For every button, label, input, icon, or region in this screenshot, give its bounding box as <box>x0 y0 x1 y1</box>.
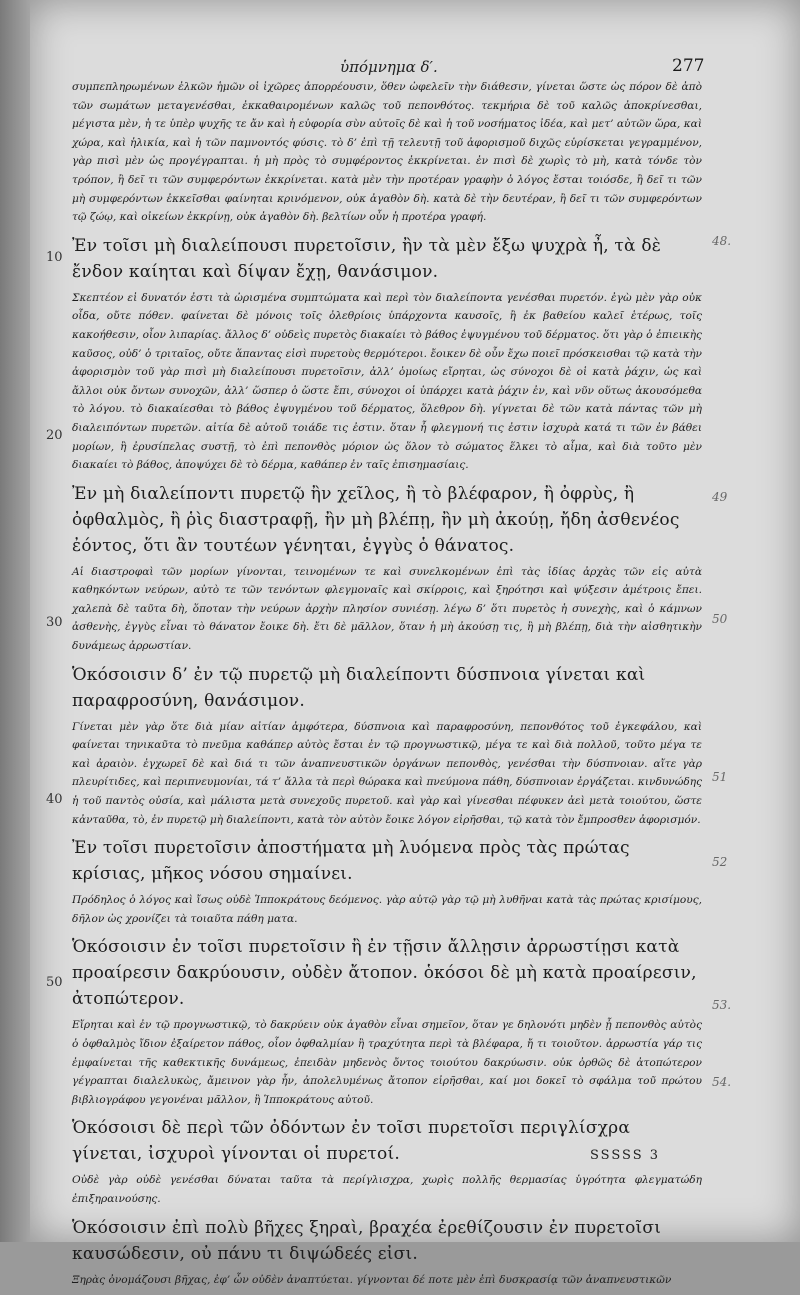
margin-aphorism-number: 50 <box>712 612 728 626</box>
signature-mark: SSSSS 3 <box>590 1148 661 1163</box>
running-header <box>0 58 800 78</box>
page-number: 277 <box>672 56 705 76</box>
line-number-20: 20 <box>46 428 63 443</box>
commentary-paragraph: Πρόδηλος ὁ λόγος καὶ ἴσως οὐδὲ Ἱπποκράτους δεόμενος. γὰρ αὐτῷ γὰρ τῷ μὴ λυθῆναι κατὰ τὰς πρώτας κρισίμους, δῆλον ὡς χρονίζει τὰ τοιαῦτα πάθη ματα. <box>72 894 702 925</box>
commentary-paragraph: συμπεπληρωμένων ἐλκῶν ἡμῶν οἱ ἰχῶρες ἀπορρέουσιν, ὅθεν ὠφελεῖν τὴν διάθεσιν, γίνεται ὥστε ὡς πόρον δὲ ἀπὸ τῶν σωμάτων μεταγενέσθαι, ἐκκαθαιρομένων καλῶς τοῦ πεπονθότος. τεκμήρια δὲ τοῦ καλῶς ἀποκρίνεσθαι, μέγιστα μὲν, ἡ τε ὑπὲρ ψυχῆς τε ἄν καὶ ἡ εὐφορία σὺν αὐτοῖς δὲ καὶ ἡ τοῦ νοσήματος ἰδέα, καὶ μετ’ αὐτῶν ὥρα, καὶ χώρα, καὶ ἡλικία, καὶ ἡ τῶν παμνοντός φύσις. τὸ δ’ ἐπὶ τῇ τελευτῇ τοῦ ἀφορισμοῦ διχῶς εὑρίσκεται γεγραμμένον, γὰρ πισὶ μὲν ὡς προγέγραπται. ἡ μὴ πρὸς τὸ συμφέροντος ἐκκρίνεται. ἐν πισὶ δὲ χωρὶς τὸ μὴ, κατὰ τόνδε τὸν τρόπον, ἢ δεῖ τι τῶν συμφερόντων ἐκκρίνεται. κατὰ μὲν τὴν προτέραν γραφὴν ὁ λόγος ἔσται τοιόσδε, ἢ δεῖ τι τῶν μὴ συμφερόντων ἐκκεῖσθαι φαίνηται κρινόμενον, οὐκ ἀγαθὸν δὴ. κατὰ δὲ τὴν δευτέραν, ἢ δεῖ τι τῶν συμφερόντων τῷ ζώῳ, καὶ οἰκείων ἐκκρίνῃ, οὐκ ἀγαθὸν δὴ. βελτίων οὖν ἡ προτέρα γραφή. <box>72 81 702 224</box>
text-body <box>72 78 702 1295</box>
commentary-paragraph: Αἱ διαστροφαὶ τῶν μορίων γίνονται, τεινομένων τε καὶ συνελκομένων ἐπὶ τὰς ἰδίας ἀρχὰς τῶν εἰς αὐτὰ καθηκόντων νεύρων, αὐτὸ τε τῶν τενόντων φλεγμοναῖς καὶ σκίρροις, καὶ ξηρότησι καὶ ψύξεσιν ἀμέτροις ἔπει. χαλεπὰ δὲ ταῦτα δὴ, ὅποταν τὴν νεύρων ἀρχὴν πλησίον συνιέσῃ. λέγω δ’ ὅτι πυρετὸς ἡ συνεχὴς, καὶ ὁ κάμνων ἀσθενὴς, ἐγγὺς εἶναι τὸ θάνατον ἔοικε δὴ. ἔτι δὲ μᾶλλον, ὅταν ἡ μὴ ἀκούσῃ τις, ἢ μὴ βλέπῃ, διὰ τὴν αἰσθητικὴν δυνάμεως ἀρρωστίαν. <box>72 565 702 653</box>
margin-aphorism-number: 49 <box>712 490 728 504</box>
margin-aphorism-number: 54. <box>712 1075 732 1089</box>
running-title: ὑπόμνημα δ′. <box>340 58 438 76</box>
commentary-paragraph: Ξηρὰς ὀνομάζουσι βῆχας, ἐφ’ ὧν οὐδὲν ἀναπτύεται. γίγνονται δέ ποτε μὲν ἐπὶ δυσκρασίᾳ τῶν ἀναπνευστικῶν <box>72 1273 672 1286</box>
commentary-paragraph: Σκεπτέον εἰ δυνατόν ἐστι τὰ ὠρισμένα συμπτώματα καὶ περὶ τὸν διαλείποντα γενέσθαι πυρετόν. ἐγὼ μὲν γὰρ οὐκ οἶδα, οὔτε πόθεν. φαίνεται δὲ μόνοις τοῖς ὀλεθρίοις ὑπάρχοντα καυσοῖς, ἢ ἐκ βαθείου καλεῖ ἑτέρως, τοῖς κακοήθεσιν, οἷον λιπαρίας. ἄλλος δ’ οὐδεὶς πυρετὸς διακαίει τὸ βάθος ἐψυγμένου τοῦ δέρματος. ὅτι γὰρ ὁ ἐπιεικὴς καῦσος, οὐδ’ ὁ τριταῖος, οὔτε ἅπαντας εἰσὶ πυρετοὺς θερμότεροι. ἔοικεν δὲ οὖν ἔχω ποιεῖ πρόσκεισθαι τῷ κατὰ τὴν ἀφορισμὸν τοῦ γὰρ πισὶ μὴ διαλείπουσι πυρετοῖσιν, ἀλλ’ ὁμοίως εἴρηται, ὡς σύνοχοι δὲ οἱ κατὰ ῥάχιν, ὡς καὶ ἄλλοι οὐκ ὄντων συνοχῶν, ἀλλ’ ὥσπερ ὁ ὥστε ἔπι, σύνοχοι οἱ ὑπάρχει κατὰ ῥάχιν ἐν, καὶ νῦν οὕτως ἀκουσόμεθα τὸ λόγου. τὸ διακαίεσθαι τὸ βάθος ἐψυγμένου τοῦ δέρματος, ὅλεθρον δὴ. γίγνεται δὲ τῶν κατὰ πάντας τῶν μὴ διαλειπόντων πυρετῶν. αἰτία δὲ αὐτοῦ τοιάδε τις ἐστιν. ὅταν ἦ φλεγμονή τις ἐστιν ἰσχυρὰ κατά τι τῶν ἐν βάθει μορίων, ἢ ἐρυσίπελας συστῇ, τὸ ἐπὶ πεπονθὸς μόριον ὡς ὅλον τὸ σώματος ἕλκει τὸ αἷμα, καὶ διὰ τοῦτο μὲν διακαίει τὸ βάθος, ἀποψύχει δὲ τὸ δέρμα, καθάπερ ἐν ταῖς ἐπισημασίαις. <box>72 291 702 472</box>
aphorism-51: Ἐν τοῖσι πυρετοῖσιν ἀποστήματα μὴ λυόμενα πρὸς τὰς πρώτας κρίσιας, μῆκος νόσου σημαίνει. <box>72 838 630 885</box>
aphorism-49: Ἐν μὴ διαλείποντι πυρετῷ ἢν χεῖλος, ἢ τὸ βλέφαρον, ἢ ὀφρὺς, ἢ ὀφθαλμὸς, ἢ ῥὶς διαστραφῇ, ἢν μὴ βλέπῃ, ἢν μὴ ἀκούῃ, ἤδη ἀσθενέος ἐόντος, ὅτι ἂν τουτέων γένηται, ἐγγὺς ὁ θάνατος. <box>72 483 680 556</box>
aphorism-53: Ὁκόσοισι δὲ περὶ τῶν ὀδόντων ἐν τοῖσι πυρετοῖσι περιγλίσχρα γίνεται, ἰσχυροὶ γίνονται οἱ πυρετοί. <box>72 1118 631 1165</box>
line-number-50: 50 <box>46 975 63 990</box>
aphorism-48: Ἐν τοῖσι μὴ διαλείπουσι πυρετοῖσιν, ἢν τὰ μὲν ἔξω ψυχρὰ ἦ, τὰ δὲ ἔνδον καίηται καὶ δίψαν ἔχῃ, θανάσιμον. <box>72 235 662 282</box>
aphorism-50: Ὁκόσοισιν δ’ ἐν τῷ πυρετῷ μὴ διαλείποντι δύσπνοια γίνεται καὶ παραφροσύνη, θανάσιμον. <box>72 664 646 711</box>
margin-aphorism-number: 48. <box>712 234 732 248</box>
book-gutter <box>0 0 30 1242</box>
margin-aphorism-number: 52 <box>712 855 728 869</box>
line-number-10: 10 <box>46 250 63 265</box>
aphorism-54: Ὁκόσοισιν ἐπὶ πολὺ βῆχες ξηραὶ, βραχέα ἐρεθίζουσιν ἐν πυρετοῖσι καυσώδεσιν, οὐ πάνυ τι διψώδεές εἰσι. <box>72 1217 662 1264</box>
line-number-40: 40 <box>46 792 63 807</box>
commentary-paragraph: Οὐδὲ γὰρ οὐδὲ γενέσθαι δύναται ταῦτα τὰ περίγλισχρα, χωρὶς πολλῆς θερμασίας ὑγρότητα φλεγματώδη ἐπιξηραινούσης. <box>72 1174 702 1205</box>
commentary-paragraph: Εἴρηται καὶ ἐν τῷ προγνωστικῷ, τὸ δακρύειν οὐκ ἀγαθὸν εἶναι σημεῖον, ὅταν γε δηλονότι μηδὲν ᾖ πεπονθὸς αὐτὸς ὁ ὀφθαλμὸς ἴδιον ἐξαίρετον πάθος, οἷον ὀφθαλμίαν ἢ τραχύτητα περὶ τὰ βλέφαρα, ἤ τι τοιοῦτον. ἀρρωστία γάρ τις ἐμφαίνεται τῆς καθεκτικῆς δυνάμεως, ἐπειδὰν μηδενὸς ὄντος τοιούτου δακρύωσιν. οὐκ ὀρθῶς δὲ ἀτοπώτερον γέγραπται διαλελυκὼς, ἄμεινον γὰρ ἦν, ἀπολελυμένως ἄτοπον εἰρῆσθαι, καί μοι δοκεῖ τὸ σφάλμα τοῦ πρώτου βιβλιογράφου γεγονέναι μᾶλλον, ἢ Ἱπποκράτους αὐτοῦ. <box>72 1019 702 1106</box>
margin-aphorism-number: 53. <box>712 998 732 1012</box>
line-number-30: 30 <box>46 615 63 630</box>
margin-aphorism-number: 51 <box>712 770 728 784</box>
commentary-paragraph: Γίνεται μὲν γὰρ ὅτε διὰ μίαν αἰτίαν ἀμφότερα, δύσπνοια καὶ παραφροσύνη, πεπονθότος τοῦ ἐγκεφάλου, καὶ φαίνεται τηνικαῦτα τὸ πνεῦμα καθάπερ αὐτὸς ἔσται ἐν τῷ προγνωστικῷ, μέγα τε καὶ διὰ πολλοῦ, τοῦτο μέγα τε καὶ ἀραιὸν. ἐγχωρεῖ δὲ καὶ διά τι τῶν ἀναπνευστικῶν ὀργάνων πεπονθὸς, γενέσθαι τὴν δύσπνοιαν. αἴτε γὰρ πλευρίτιδες, καὶ περιπνευμονίαι, τά τ’ ἄλλα τὰ περὶ θώρακα καὶ πνεύμονα πάθη, δύσπνοιαν ἐργάζεται. κινδυνώδης ἡ τοῦ παντὸς οὐσία, καὶ μάλιστα μετὰ συνεχοῦς πυρετοῦ. καὶ γὰρ καὶ γίνεσθαι πέφυκεν ἀεὶ μετὰ τοιούτου, ὥστε κἀνταῦθα, τὸ, ἐν πυρετῷ μὴ διαλείποντι, κατὰ τὸν αὐτὸν ἔοικε λόγον εἰρῆσθαι, τῷ κατὰ τὸν ἔμπροσθεν ἀφορισμόν. <box>72 720 702 826</box>
aphorism-52: Ὁκόσοισιν ἐν τοῖσι πυρετοῖσιν ἢ ἐν τῇσιν ἄλλῃσιν ἀρρωστίῃσι κατὰ προαίρεσιν δακρύουσιν, οὐδὲν ἄτοπον. ὁκόσοι δὲ μὴ κατὰ προαίρεσιν, ἀτοπώτερον. <box>72 937 697 1010</box>
